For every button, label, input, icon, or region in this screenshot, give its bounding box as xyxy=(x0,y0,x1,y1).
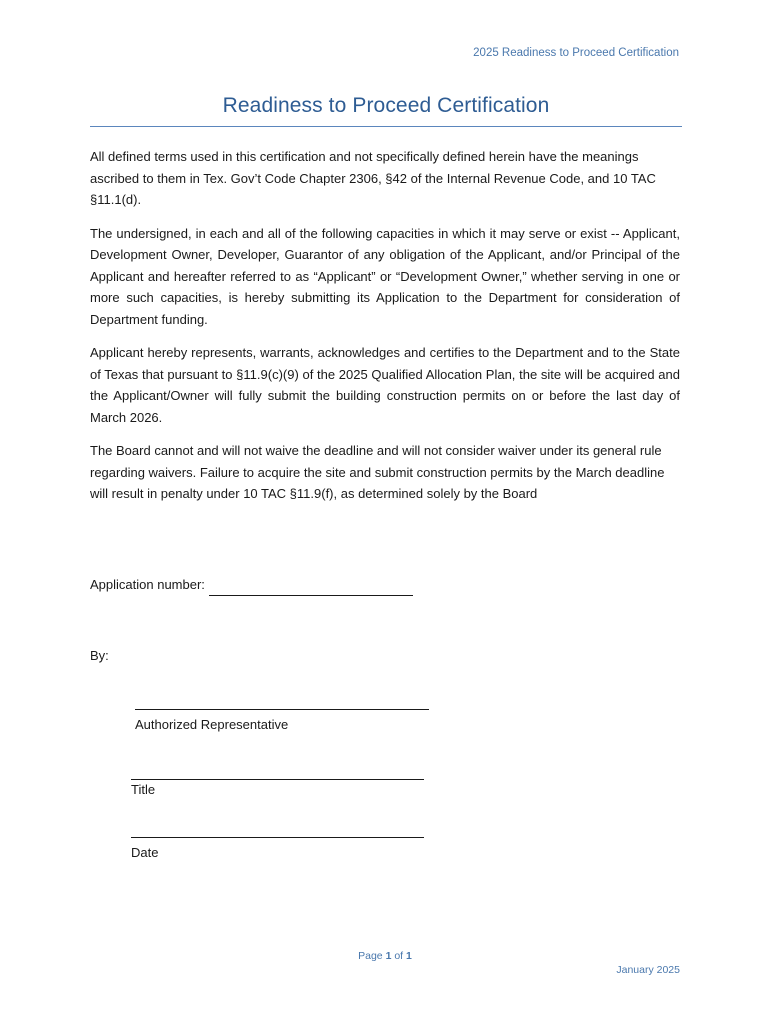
paragraph-board-deadline: The Board cannot and will not waive the deadline and will not consider waiver under its general rule regarding waivers. Failure to acquire the site and submit construction permits by the March deadline will result in penalty under 10 TAC §11.9(f), as determined solely by the Board xyxy=(90,443,665,501)
date-label: Date xyxy=(131,845,159,860)
page-title: Readiness to Proceed Certification xyxy=(222,94,550,117)
title-line[interactable] xyxy=(131,779,424,780)
application-number-field xyxy=(90,577,413,593)
footer-date: January 2025 xyxy=(616,964,680,976)
page-of: of xyxy=(394,950,404,962)
signature-line[interactable] xyxy=(135,709,429,710)
body-text xyxy=(90,146,680,517)
by-label: By: xyxy=(90,648,109,663)
title-underline xyxy=(90,126,682,127)
authorized-representative-label: Authorized Representative xyxy=(135,717,289,732)
title-label: Title xyxy=(131,782,156,797)
paragraph-definitions: All defined terms used in this certification and not specifically defined herein have the meanings ascribed to them in Tex. Gov’t Code Chapter 2306, §42 of the Internal Revenue Code, and 10 TAC §11.1(d). xyxy=(90,149,656,207)
application-number-label: Application number: xyxy=(90,577,205,592)
running-header: 2025 Readiness to Proceed Certification xyxy=(473,47,679,59)
page-prefix: Page xyxy=(358,950,383,962)
page-current: 1 xyxy=(385,950,392,962)
date-line[interactable] xyxy=(131,837,424,838)
paragraph-undersigned: The undersigned, in each and all of the following capacities in which it may serve or exist -- Applicant, Development Owner, Developer, Guarantor of any obligation of the Applicant, and/or Principal of the Applicant and hereafter referred to as “Applicant” or “Development Owner,” whether serving in one or more such capacities, is hereby submitting its Application to the Department for consideration of Department funding. xyxy=(90,225,680,327)
page-number xyxy=(0,950,770,962)
application-number-blank[interactable] xyxy=(209,580,413,596)
paragraph-representation: Applicant hereby represents, warrants, acknowledges and certifies to the Department and to the State of Texas that pursuant to §11.9(c)(9) of the 2025 Qualified Allocation Plan, the site will be acquired and the Applicant/Owner will fully submit the building construction permits on or before the last day of March 2026. xyxy=(90,345,680,425)
page-total: 1 xyxy=(406,950,412,962)
